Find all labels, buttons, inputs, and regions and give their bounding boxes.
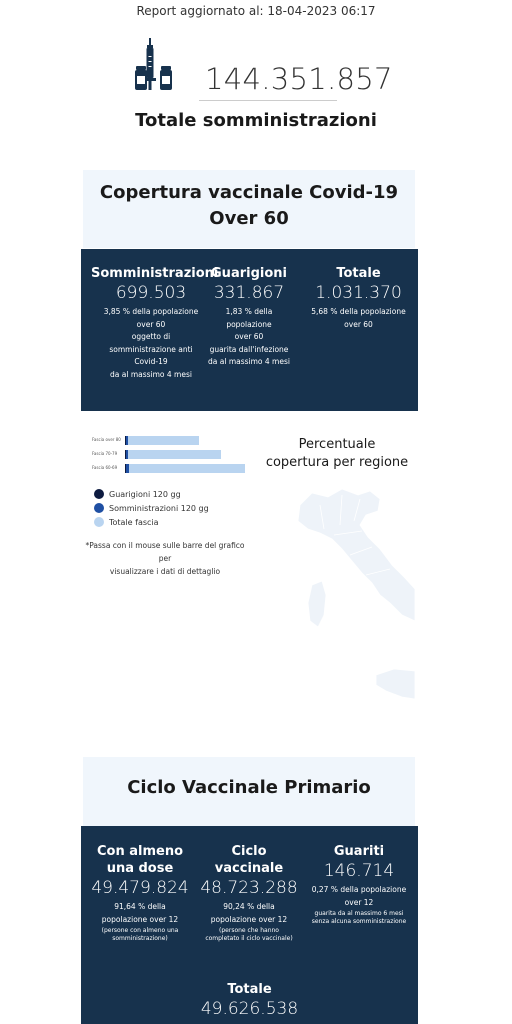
chart-legend: [94, 487, 209, 529]
divider: [199, 100, 337, 101]
italy-region-map[interactable]: [290, 485, 415, 705]
stat-desc: 1,83 % della popolazione: [225, 307, 273, 329]
bar-guarigioni-60-69[interactable]: [125, 464, 126, 473]
stat-guarigioni: [204, 265, 294, 369]
stat-desc: 91,64 % della: [114, 902, 166, 911]
stat-value: 49.479.824: [91, 878, 189, 898]
stat-title: vaccinale: [214, 861, 284, 876]
stat-desc: 0,27 % della popolazione: [311, 885, 407, 894]
legend-item[interactable]: [94, 487, 209, 501]
stat-desc: da al massimo 4 mesi: [110, 369, 192, 379]
copertura-title: Copertura vaccinale Covid-19: [99, 182, 399, 203]
bar-totale-60-69[interactable]: [125, 464, 245, 473]
stat-desc: Covid-19: [134, 357, 168, 366]
stat-title: Con almeno: [96, 844, 184, 859]
stat-title: una dose: [106, 861, 174, 876]
legend-item[interactable]: [94, 515, 209, 529]
region-map-title: [262, 436, 412, 472]
legend-label: Guarigioni 120 gg: [109, 489, 181, 499]
ciclo-stats-panel: [81, 826, 418, 1024]
stat-desc: popolazione over 12: [101, 914, 179, 924]
total-administrations-value: 144.351.857: [205, 62, 393, 96]
bar-guarigioni-70-79[interactable]: [125, 450, 126, 459]
legend-label: Somministrazioni 120 gg: [109, 503, 209, 513]
bar-label: Fascia over 80: [92, 437, 121, 442]
stat-value: 48.723.288: [200, 878, 298, 898]
stat-title: Ciclo: [231, 844, 267, 859]
fasce-bar-chart[interactable]: [92, 434, 252, 476]
hint-line: visualizzare i dati di dettaglio: [109, 567, 221, 576]
stat-desc: over 60: [136, 319, 166, 329]
stat-guariti: [306, 843, 412, 926]
bar-label: Fascia 70-79: [92, 451, 118, 456]
copertura-stats-panel: [81, 249, 418, 411]
stat-somministrazioni: [91, 265, 219, 381]
bar-totale-over80[interactable]: [125, 436, 199, 445]
stat-desc: 5,68 % della popolazione: [311, 307, 406, 316]
stat-value: 49.626.538: [200, 999, 299, 1019]
bar-totale-70-79[interactable]: [125, 450, 221, 459]
stat-almeno-una-dose: [89, 843, 191, 943]
syringe-vial-icon: [134, 38, 176, 92]
stat-totale-ciclo: [181, 981, 318, 1019]
stat-desc: popolazione over 12: [210, 914, 288, 924]
stat-value: 331.867: [213, 283, 285, 303]
bar-label: Fascia 60-69: [92, 465, 118, 470]
stat-desc: 90,24 % della: [223, 902, 275, 911]
stat-note: (persone con almeno una: [101, 927, 179, 934]
stat-desc: guarita dall'infezione: [209, 344, 289, 354]
hint-line: *Passa con il mouse sulle barre del grafico per: [85, 541, 245, 563]
stat-note: completato il ciclo vaccinale): [205, 935, 293, 942]
legend-dot-icon: [94, 517, 104, 527]
ciclo-title: Ciclo Vaccinale Primario: [127, 777, 371, 798]
stat-title: Totale: [336, 266, 381, 281]
stat-title: Guarigioni: [211, 266, 287, 281]
stat-desc: da al massimo 4 mesi: [208, 357, 290, 366]
legend-dot-icon: [94, 503, 104, 513]
stat-desc: over 12: [344, 897, 374, 907]
chart-hint: [82, 539, 248, 578]
stat-note: guarita da al massimo 6 mesi: [314, 910, 404, 917]
stat-value: 146.714: [323, 861, 395, 881]
report-updated-date: Report aggiornato al: 18-04-2023 06:17: [136, 4, 376, 18]
region-title-line: Percentuale: [298, 437, 376, 452]
stat-value: 1.031.370: [315, 283, 402, 303]
stat-desc: 3,85 % della popolazione: [103, 307, 199, 316]
stat-ciclo-vaccinale: [199, 843, 299, 943]
legend-item[interactable]: [94, 501, 209, 515]
region-title-line: copertura per regione: [265, 455, 409, 470]
bar-guarigioni-over80[interactable]: [125, 436, 126, 445]
stat-title: Somministrazioni: [91, 266, 219, 281]
stat-value: 699.503: [115, 283, 187, 303]
stat-note: somministrazione): [112, 935, 168, 942]
stat-desc: over 60: [344, 319, 373, 329]
copertura-header: [83, 170, 415, 248]
ciclo-header: [83, 757, 415, 827]
legend-label: Totale fascia: [109, 517, 159, 527]
total-administrations-label: Totale somministrazioni: [135, 110, 377, 131]
stat-title: Guariti: [333, 844, 385, 859]
copertura-subtitle: Over 60: [209, 208, 289, 229]
stat-note: (persone che hanno: [219, 927, 279, 934]
stat-desc: somministrazione anti: [109, 344, 193, 354]
stat-desc: oggetto di: [131, 332, 171, 341]
stat-title: Totale: [227, 982, 272, 997]
legend-dot-icon: [94, 489, 104, 499]
stat-note: senza alcuna somministrazione: [311, 918, 407, 925]
stat-totale: [306, 265, 411, 331]
stat-desc: over 60: [234, 332, 264, 341]
